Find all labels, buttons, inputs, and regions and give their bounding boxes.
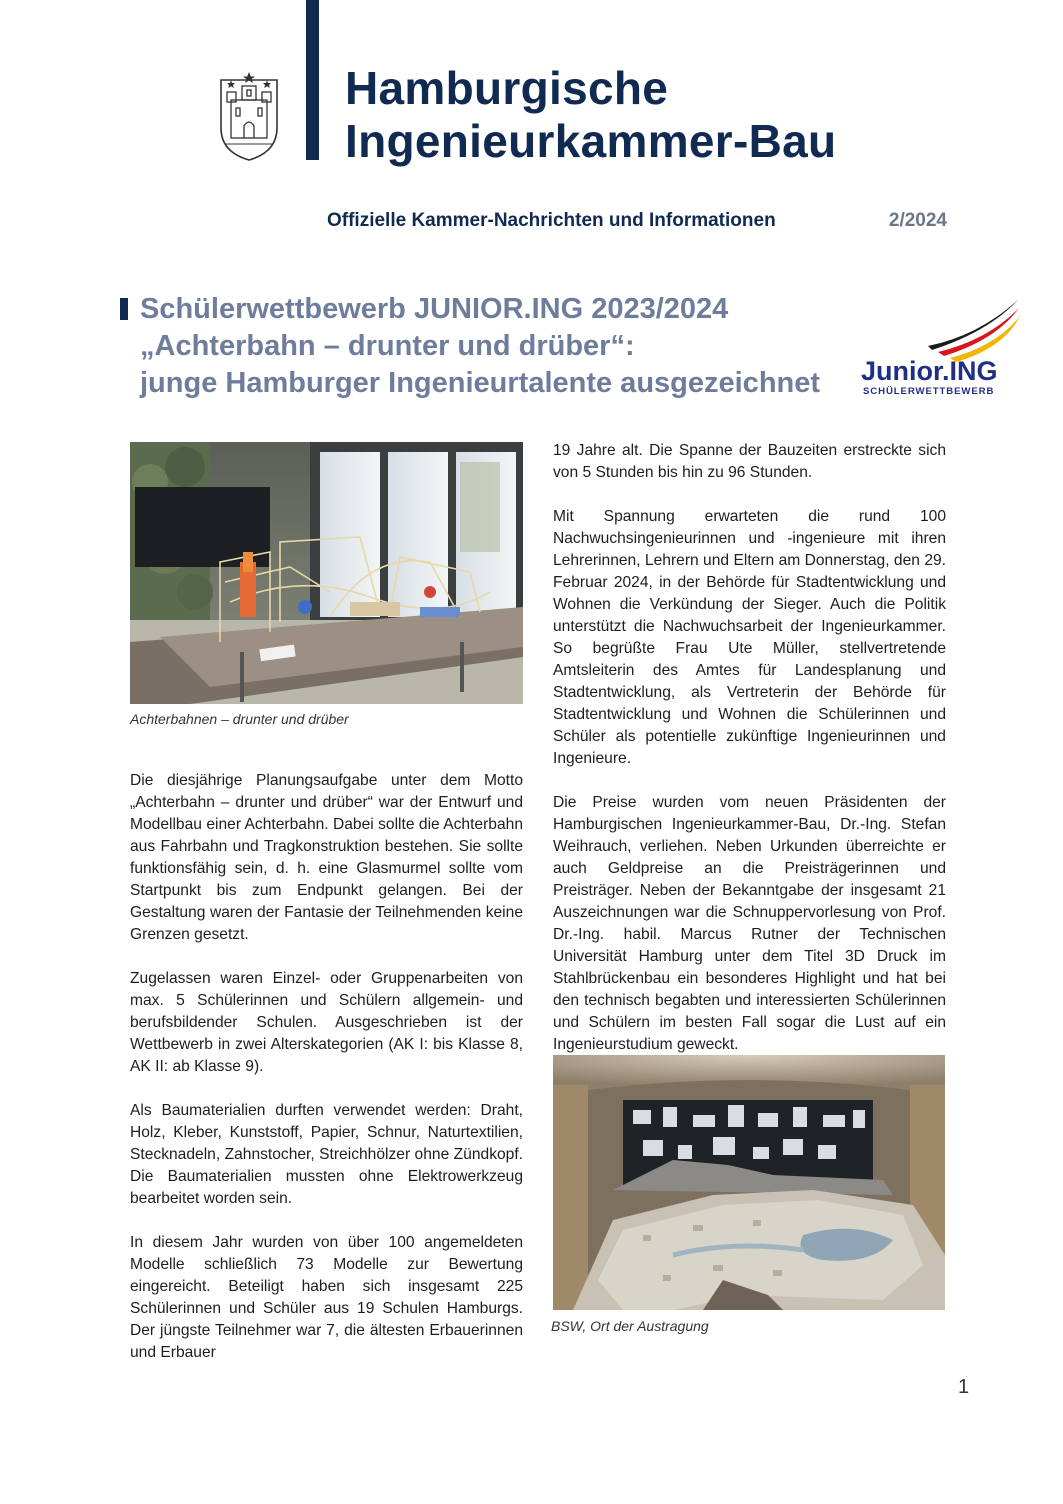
junior-ing-logo bbox=[858, 296, 1023, 400]
headline-line2: „Achterbahn – drunter und drüber“: bbox=[140, 330, 635, 362]
page-number: 1 bbox=[958, 1376, 970, 1398]
hamburg-crest-icon bbox=[218, 70, 280, 162]
article-headline bbox=[140, 291, 860, 402]
photo-roller-coaster-models bbox=[130, 442, 523, 704]
left-paragraph-2: Zugelassen waren Einzel- oder Gruppenarbeiten von max. 5 Schülerinnen und Schülern allgemein- und berufsbildender Schulen. Ausgeschrieben ist der Wettbewerb in zwei Alterskategorien (AK I: bis Klasse 8, AK II: ab Klasse 9). bbox=[130, 970, 523, 1075]
publication-subtitle-row bbox=[327, 210, 947, 236]
right-paragraph-1: 19 Jahre alt. Die Spanne der Bauzeiten erstreckte sich von 5 Stunden bis hin zu 96 Stunden. bbox=[553, 442, 946, 481]
photo2-caption: BSW, Ort der Austragung bbox=[551, 1318, 709, 1334]
junior-ing-logo-name: Junior.ING bbox=[861, 356, 998, 386]
organization-title-line2: Ingenieurkammer-Bau bbox=[345, 115, 837, 167]
headline-line1: Schülerwettbewerb JUNIOR.ING 2023/2024 bbox=[140, 293, 729, 325]
article-left-column bbox=[130, 770, 523, 1386]
junior-ing-logo-tagline: SCHÜLERWETTBEWERB bbox=[863, 386, 995, 397]
photo-bsw-venue bbox=[553, 1055, 945, 1310]
left-paragraph-1: Die diesjährige Planungsaufgabe unter dem Motto „Achterbahn – drunter und drüber“ war der Entwurf und Modellbau einer Achterbahn. Dabei sollte die Achterbahn aus Fahrbahn und Tragkonstruktion bestehen. Sie sollte funktionsfähig sein, d. h. eine Glasmurmel sollte vom Startpunkt bis zum Endpunkt gelangen. Bei der Gestaltung waren der Fantasie der Teilnehmenden keine Grenzen gesetzt. bbox=[130, 772, 523, 943]
organization-title-line1: Hamburgische bbox=[345, 62, 669, 114]
right-paragraph-2: Mit Spannung erwarteten die rund 100 Nachwuchsingenieurinnen und -ingenieure mit ihren Lehrerinnen, Lehrern und Eltern am Donnerstag, den 29. Februar 2024, in der Behörde für Stadtentwicklung und Wohnen die Verkündung der Sieger. Auch die Politik unterstützt die Nachwuchsarbeit der Ingenieurkammer. So begrüßte Frau Ute Müller, stellvertretende Amtsleiterin des Amtes für Landesplanung und Stadtentwicklung, als Vertreterin der Behörde für Stadtentwicklung und Wohnen die Schülerinnen und Schüler als potentielle zukünftige Ingenieurinnen und Ingenieure. bbox=[553, 508, 946, 767]
left-paragraph-3: Als Baumaterialien durften verwendet werden: Draht, Holz, Kleber, Kunststoff, Papier, Schnur, Naturtextilien, Stecknadeln, Zahnstocher, Streichhölzer ohne Zündkopf. Die Baumaterialien mussten ohne Elektrowerkzeug bearbeitet worden sein. bbox=[130, 1102, 523, 1207]
headline-line3: junge Hamburger Ingenieurtalente ausgezeichnet bbox=[140, 367, 821, 399]
issue-number: 2/2024 bbox=[888, 210, 947, 231]
headline-marker bbox=[120, 298, 128, 320]
header-vertical-bar bbox=[306, 0, 319, 160]
right-paragraph-3: Die Preise wurden vom neuen Präsidenten der Hamburgischen Ingenieurkammer-Bau, Dr.-Ing. Stefan Weihrauch, verliehen. Neben Urkunden überreichte er auch Geldpreise an die Preisträgerinnen und Preisträger. Neben der Bekanntgabe der insgesamt 21 Auszeichnungen war die Schnuppervorlesung von Prof. Dr.-Ing. habil. Marcus Rutner der Technischen Universität Hamburg unter dem Titel 3D Druck im Stahlbrückenbau ein besonderes Highlight und hat bei den technisch begabten und interessierten Schülerinnen und Schülern im besten Fall sogar die Lust auf ein Ingenieurstudium geweckt. bbox=[553, 794, 946, 1053]
organization-title bbox=[345, 62, 836, 168]
left-paragraph-4: In diesem Jahr wurden von über 100 angemeldeten Modelle schließlich 73 Modelle zur Bewertung eingereicht. Beteiligt haben sich insgesamt 225 Schülerinnen und Schüler aus 19 Schulen Hamburgs. Der jüngste Teilnehmer war 7, die ältesten Erbauerinnen und Erbauer bbox=[130, 1234, 523, 1361]
article-right-column bbox=[553, 440, 946, 1078]
photo1-caption: Achterbahnen – drunter und drüber bbox=[130, 711, 349, 727]
publication-subtitle: Offizielle Kammer-Nachrichten und Informationen bbox=[327, 210, 776, 231]
